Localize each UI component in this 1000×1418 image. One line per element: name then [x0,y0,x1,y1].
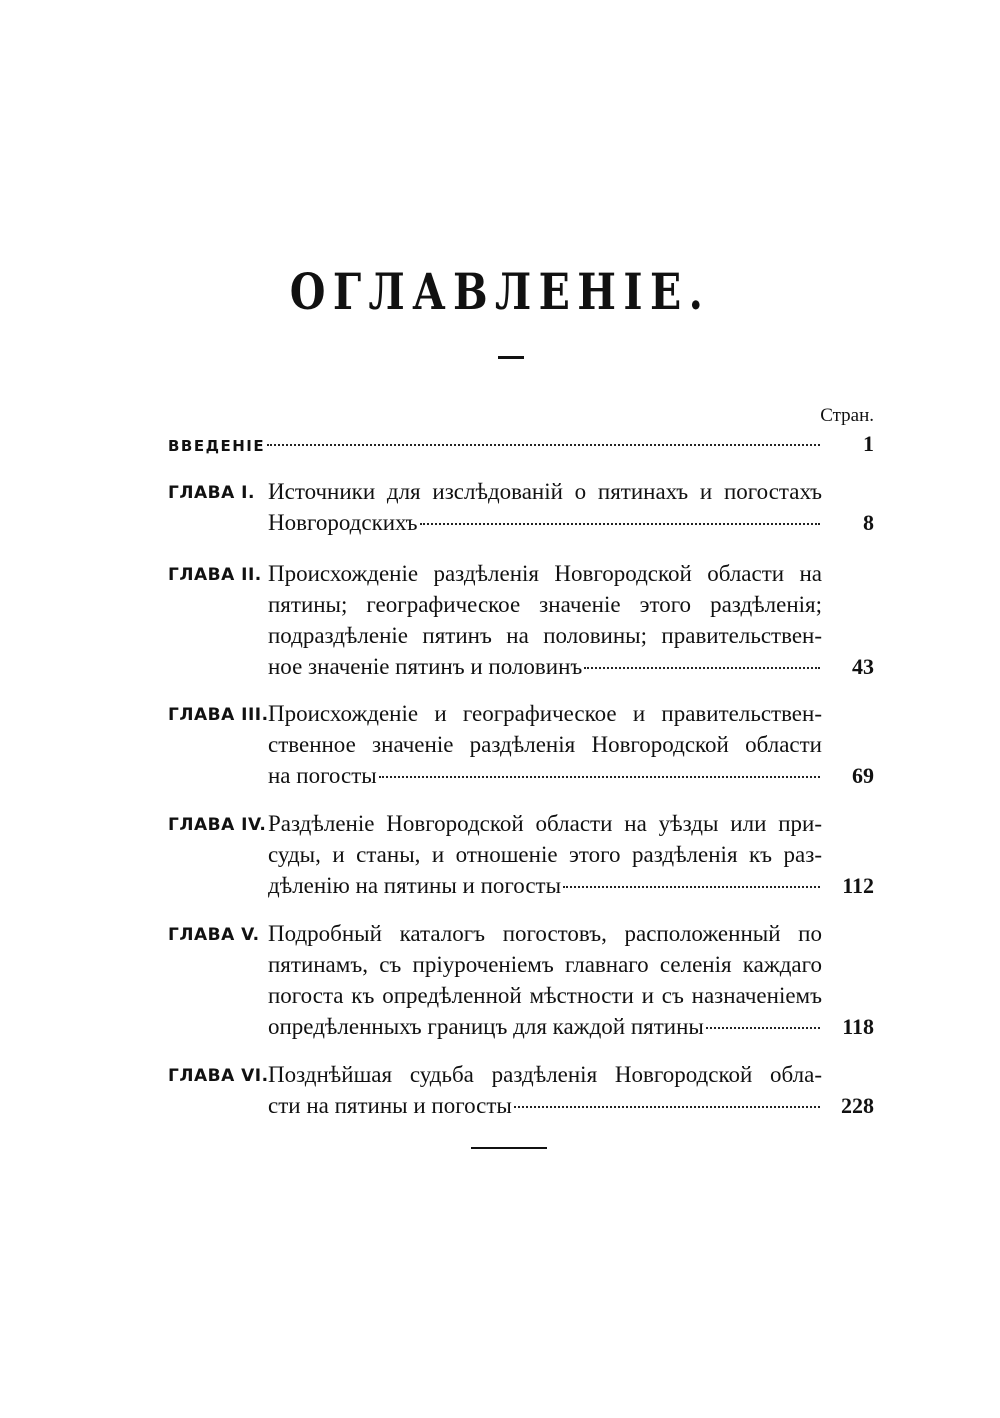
dot-leader [563,886,820,888]
dot-leader [420,523,820,525]
page-number: 118 [842,1014,874,1039]
title-rule [498,356,524,359]
chapter-title-line-last [268,1011,874,1042]
chapter-title-line: пятины; географическое значеніе этого раздѣленія; [268,592,822,617]
chapter-title-line: Происхожденіе раздѣленія Новгородской области на [268,561,822,586]
toc-entry-intro[interactable] [168,428,874,459]
toc-entry-chapter-2[interactable] [168,558,874,682]
table-of-contents [168,428,874,1121]
page-number: 228 [841,1093,874,1118]
chapter-title-line: Раздѣленіе Новгородской области на уѣзды или при- [268,811,822,836]
chapter-label: ГЛАВА I. [168,483,255,503]
dot-leader [514,1106,820,1108]
toc-entry-chapter-1[interactable] [168,476,874,538]
page-number: 112 [842,873,874,898]
chapter-title-line-last [268,1090,874,1121]
intro-label: ВВЕДЕНІЕ [168,437,266,455]
chapter-title-line: погоста къ опредѣленной мѣстности и съ назначеніемъ [268,983,822,1008]
dot-leader [706,1027,820,1029]
chapter-title-text: Новгородскихъ [268,510,418,535]
end-rule [471,1147,547,1149]
chapter-title-text: ное значеніе пятинъ и половинъ [268,654,583,679]
page-number: 43 [852,654,874,679]
page-column-header: Стран. [820,405,874,426]
chapter-title-line: суды, и станы, и отношеніе этого раздѣленія къ раз- [268,842,822,867]
chapter-label: ГЛАВА IV. [168,815,267,835]
chapter-title-text: опредѣленныхъ границъ для каждой пятины [268,1014,704,1039]
chapter-title-text: на погосты [268,763,377,788]
toc-entry-chapter-6[interactable] [168,1059,874,1121]
chapter-title-line-last [268,870,874,901]
toc-entry-chapter-5[interactable] [168,918,874,1042]
page-number: 1 [863,431,874,456]
chapter-label: ГЛАВА VI. [168,1066,269,1086]
chapter-title-line: Источники для изслѣдованій о пятинахъ и погостахъ [268,479,822,504]
toc-entry-chapter-3[interactable] [168,698,874,791]
chapter-title-line-last [268,507,874,538]
chapter-title-text: дѣленію на пятины и погосты [268,873,562,898]
chapter-title-line: Позднѣйшая судьба раздѣленія Новгородской обла- [268,1062,822,1087]
chapter-title-line: ственное значеніе раздѣленія Новгородской области [268,732,822,757]
dot-leader [379,776,820,778]
page-number: 8 [863,510,874,535]
chapter-label: ГЛАВА III. [168,705,269,725]
chapter-title-line: пятинамъ, съ пріуроченіемъ главнаго селенія каждаго [268,952,822,977]
toc-entry-chapter-4[interactable] [168,808,874,901]
page-title: ОГЛАВЛЕНІЕ. [289,262,711,321]
chapter-title-line: подраздѣленіе пятинъ на половины; правительствен- [268,623,822,648]
page-number: 69 [852,763,874,788]
chapter-title-line: Происхожденіе и географическое и правительствен- [268,701,822,726]
dot-leader [584,667,820,669]
chapter-title-line: Подробный каталогъ погостовъ, расположенный по [268,921,822,946]
chapter-title-line-last [268,651,874,682]
chapter-title-text: сти на пятины и погосты [268,1093,512,1118]
dot-leader [267,444,820,446]
chapter-label: ГЛАВА V. [168,925,260,945]
chapter-label: ГЛАВА II. [168,565,262,585]
chapter-title-line-last [268,760,874,791]
